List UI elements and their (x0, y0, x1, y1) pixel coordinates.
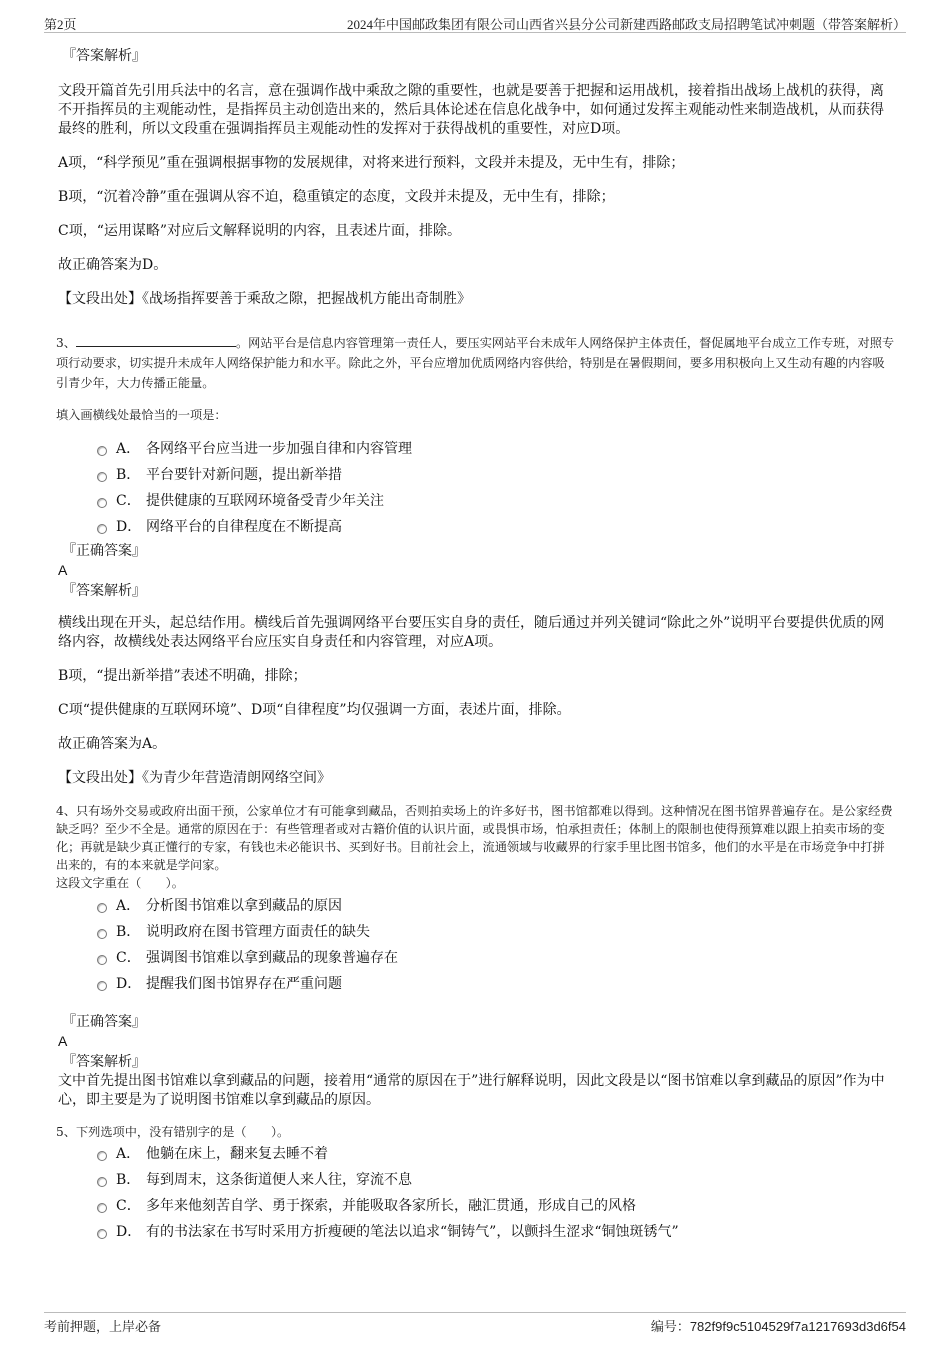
q4-analysis: 文中首先提出图书馆难以拿到藏品的问题，接着用“通常的原因在于”进行解释说明，因此文段是以“图书馆难以拿到藏品的原因”作为中心，即主要是为了说明图书馆难以拿到藏品的原因。 (58, 1073, 885, 1108)
q4-options (56, 896, 896, 1000)
q3-number: 3、 (56, 336, 76, 350)
q4-option-c[interactable]: C． 强调图书馆难以拿到藏品的现象普遍存在 (56, 948, 896, 974)
q4-option-b[interactable]: B． 说明政府在图书管理方面责任的缺失 (56, 922, 896, 948)
radio-button[interactable] (97, 472, 107, 482)
radio-button[interactable] (97, 981, 107, 991)
q4-option-d[interactable]: D． 提醒我们图书馆界存在严重问题 (56, 974, 896, 1000)
footer-code-value: 782f9f9c5104529f7a1217693d3d6f54 (689, 1319, 906, 1334)
q4-option-a[interactable]: A． 分析图书馆难以拿到藏品的原因 (56, 896, 896, 922)
q3-cd-note: C项“提供健康的互联网环境”、D项“自律程度”均仅强调一方面，表述片面，排除。 (58, 702, 571, 718)
q2-a-note: A项，“科学预见”重在强调根据事物的发展规律，对将来进行预料，文段并未提及，无中生有，排除； (58, 155, 685, 171)
radio-button[interactable] (97, 955, 107, 965)
q4-answer-label: 『正确答案』 (62, 1014, 146, 1030)
q3-analysis: 横线出现在开头，起总结作用。横线后首先强调网络平台要压实自身的责任，随后通过并列关键词“除此之外”说明平台要提供优质的网络内容，故横线处表达网络平台应压实自身责任和内容管理，对应A项。 (58, 615, 885, 650)
radio-button[interactable] (97, 1151, 107, 1161)
q5-option-a[interactable]: A． 他躺在床上，翻来复去睡不着 (56, 1144, 896, 1170)
q5-stem: 5、下列选项中，没有错别字的是（ ）。 (56, 1125, 290, 1139)
q3-prompt: 填入画横线处最恰当的一项是： (56, 408, 227, 422)
q3-answer: A (58, 562, 68, 578)
q5-option-d[interactable]: D． 有的书法家在书写时采用方折瘦硬的笔法以追求“铜铸气”，以颤抖生涩求“铜蚀斑锈气” (56, 1222, 896, 1248)
q2-source: 【文段出处】《战场指挥要善于乘敌之隙，把握战机方能出奇制胜》 (58, 291, 471, 307)
q3-source: 【文段出处】《为青少年营造清朗网络空间》 (58, 770, 331, 786)
footer-code (651, 1316, 906, 1335)
q3-blank (76, 334, 236, 347)
radio-button[interactable] (97, 903, 107, 913)
q3-option-d[interactable]: D． 网络平台的自律程度在不断提高 (56, 517, 896, 543)
q3-stem (56, 333, 896, 393)
q3-option-b[interactable]: B． 平台要针对新问题，提出新举措 (56, 465, 896, 491)
q3-option-c[interactable]: C． 提供健康的互联网环境备受青少年关注 (56, 491, 896, 517)
page-header (44, 12, 906, 33)
radio-button[interactable] (97, 1203, 107, 1213)
q4-prompt: 这段文字重在（ ）。 (56, 876, 184, 890)
q2-conclusion: 故正确答案为D。 (58, 257, 168, 273)
radio-button[interactable] (97, 498, 107, 508)
radio-button[interactable] (97, 524, 107, 534)
q4-answer: A (58, 1033, 68, 1049)
q2-b-note: B项，“沉着冷静”重在强调从容不迫，稳重镇定的态度，文段并未提及，无中生有，排除； (58, 189, 615, 205)
q5-option-c[interactable]: C． 多年来他刻苦自学、勇于探索，并能吸取各家所长，融汇贯通，形成自己的风格 (56, 1196, 896, 1222)
q3-answer-label: 『正确答案』 (62, 543, 146, 559)
q4-analysis-label: 『答案解析』 (62, 1054, 146, 1070)
q3-b-note: B项，“提出新举措”表述不明确，排除； (58, 668, 307, 684)
page-footer (44, 1312, 906, 1337)
q4-stem: 4、只有场外交易或政府出面干预，公家单位才有可能拿到藏品，否则拍卖场上的许多好书，图书馆都难以得到。这种情况在图书馆界普遍存在。是公家经费缺乏吗？至少不全是。通常的原因在于：有些管理者或对古籍价值的认识片面，或畏惧市场，怕承担责任；体制上的限制也使得预算难以跟上拍卖市场的变化；再就是缺少真正懂行的专家，有钱也未必能识书、买到好书。目前社会上，流通领域与收藏界的行家手里比图书馆多，他们的水平是在市场竞争中打拼出来的，有的本来就是学问家。 (56, 804, 893, 872)
document-title: 2024年中国邮政集团有限公司山西省兴县分公司新建西路邮政支局招聘笔试冲刺题（带答案解析） (346, 17, 906, 32)
q5-options (56, 1144, 896, 1248)
q2-c-note: C项，“运用谋略”对应后文解释说明的内容，且表述片面，排除。 (58, 223, 462, 239)
footer-slogan: 考前押题，上岸必备 (44, 1320, 162, 1335)
q5-option-b[interactable]: B． 每到周末，这条街道便人来人往，穿流不息 (56, 1170, 896, 1196)
page-number: 第2页 (44, 17, 77, 32)
q3-analysis-label: 『答案解析』 (62, 583, 146, 599)
q2-analysis-label: 『答案解析』 (62, 48, 146, 64)
q2-analysis: 文段开篇首先引用兵法中的名言，意在强调作战中乘敌之隙的重要性，也就是要善于把握和运用战机，接着指出战场上战机的获得，离不开指挥员的主观能动性，是指挥员主动创造出来的，然后具体论述在信息化战争中，如何通过发挥主观能动性来制造战机，从而获得最终的胜利，所以文段重在强调指挥员主观能动性的发挥对于获得战机的重要性，对应D项。 (58, 83, 884, 137)
q3-options (56, 439, 896, 543)
radio-button[interactable] (97, 1229, 107, 1239)
page-content (56, 44, 896, 1248)
q3-option-a[interactable]: A． 各网络平台应当进一步加强自律和内容管理 (56, 439, 896, 465)
q3-stem-text: 。网站平台是信息内容管理第一责任人，要压实网站平台未成年人网络保护主体责任，督促属地平台成立工作专班，对照专项行动要求，切实提升未成年人网络保护能力和水平。除此之外，平台应增加优质网络内容供给，特别是在暑假期间，要多用积极向上又生动有趣的内容吸引青少年，大力传播正能量。 (56, 336, 895, 390)
radio-button[interactable] (97, 1177, 107, 1187)
footer-code-label: 编号： (650, 1320, 690, 1335)
radio-button[interactable] (97, 929, 107, 939)
q3-conclusion: 故正确答案为A。 (58, 736, 167, 752)
radio-button[interactable] (97, 446, 107, 456)
